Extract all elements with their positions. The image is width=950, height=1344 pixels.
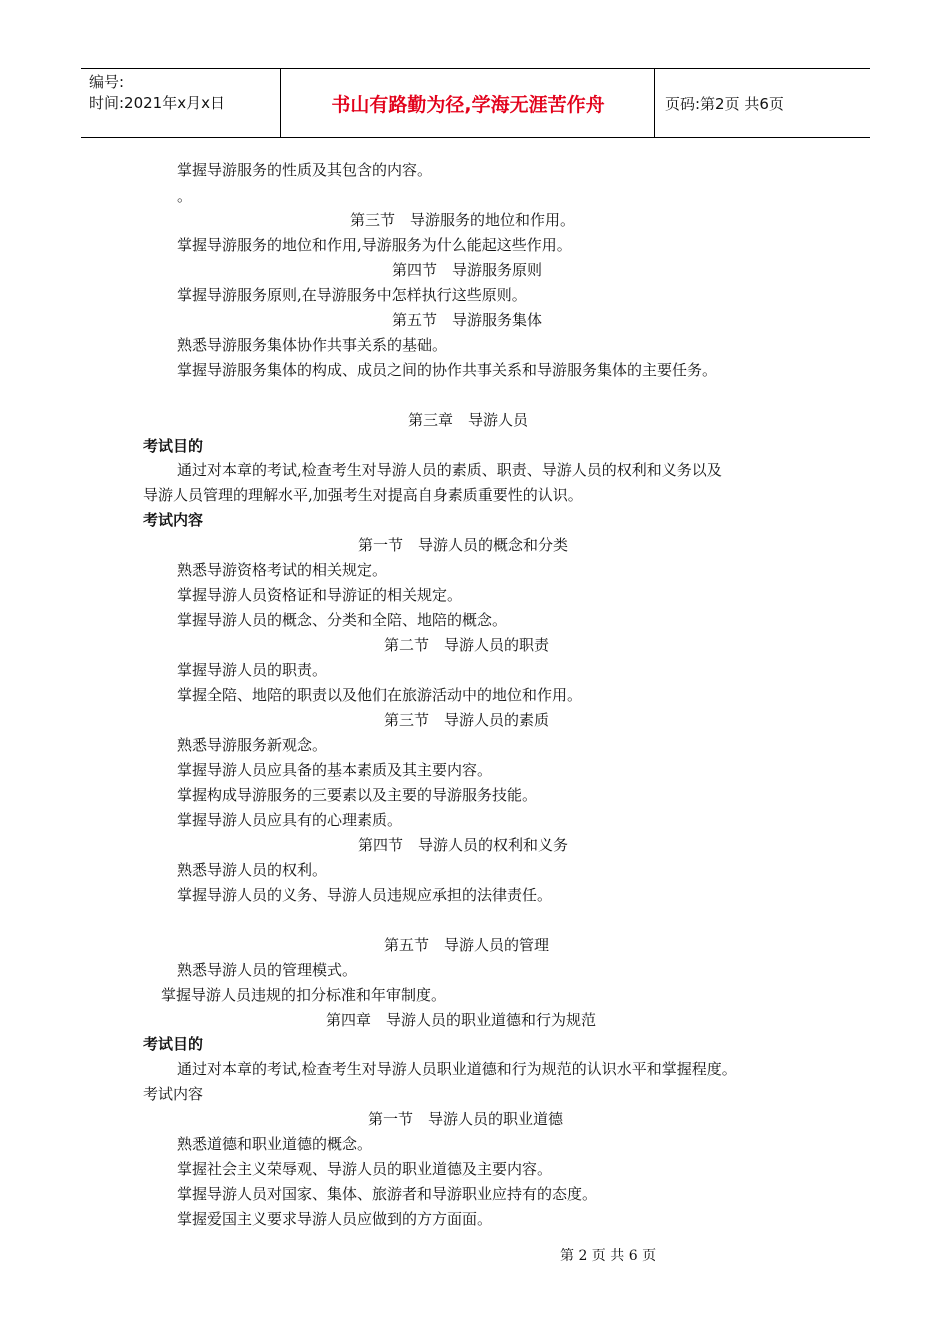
body-line: 熟悉道德和职业道德的概念。 bbox=[177, 1135, 373, 1153]
header-motto: 书山有路勤为径,学海无涯苦作舟 bbox=[282, 69, 655, 137]
header-page-info: 页码:第2页 共6页 bbox=[665, 94, 784, 113]
body-line: 熟悉导游人员的管理模式。 bbox=[177, 961, 358, 979]
body-line: 掌握导游人员的概念、分类和全陪、地陪的概念。 bbox=[177, 611, 508, 629]
body-line: 掌握导游人员对国家、集体、旅游者和导游职业应持有的态度。 bbox=[177, 1185, 598, 1203]
body-line: 。 bbox=[177, 187, 193, 205]
chapter-heading: 第三章 导游人员 bbox=[408, 411, 529, 429]
subheading-exam-purpose: 考试目的 bbox=[143, 437, 204, 455]
header-meta bbox=[81, 69, 281, 137]
body-line: 熟悉导游人员的权利。 bbox=[177, 861, 328, 879]
body-line: 掌握导游人员的义务、导游人员违规应承担的法律责任。 bbox=[177, 886, 553, 904]
body-line: 掌握构成导游服务的三要素以及主要的导游服务技能。 bbox=[177, 786, 538, 804]
body-line: 掌握全陪、地陪的职责以及他们在旅游活动中的地位和作用。 bbox=[177, 686, 583, 704]
body-line: 掌握导游服务的性质及其包含的内容。 bbox=[177, 161, 433, 179]
body-line: 掌握导游服务集体的构成、成员之间的协作共事关系和导游服务集体的主要任务。 bbox=[177, 361, 718, 379]
page-footer: 第 2 页 共 6 页 bbox=[560, 1248, 657, 1264]
subheading-exam-content: 考试内容 bbox=[143, 511, 204, 529]
section-heading: 第四节 导游服务原则 bbox=[392, 261, 543, 279]
body-line: 掌握导游人员违规的扣分标准和年审制度。 bbox=[161, 986, 447, 1004]
body-line: 熟悉导游资格考试的相关规定。 bbox=[177, 561, 388, 579]
page-header bbox=[81, 68, 870, 138]
body-line: 掌握导游服务原则,在导游服务中怎样执行这些原则。 bbox=[177, 286, 527, 304]
subheading-exam-purpose: 考试目的 bbox=[143, 1035, 204, 1053]
body-line: 通过对本章的考试,检查考生对导游人员的素质、职责、导游人员的权利和义务以及 bbox=[177, 461, 722, 479]
subheading-exam-content: 考试内容 bbox=[143, 1085, 204, 1103]
chapter-heading: 第四章 导游人员的职业道德和行为规范 bbox=[326, 1011, 597, 1029]
body-line: 掌握导游人员应具备的基本素质及其主要内容。 bbox=[177, 761, 493, 779]
section-heading: 第一节 导游人员的概念和分类 bbox=[358, 536, 569, 554]
body-line: 导游人员管理的理解水平,加强考生对提高自身素质重要性的认识。 bbox=[143, 486, 583, 504]
section-heading: 第一节 导游人员的职业道德 bbox=[368, 1110, 564, 1128]
section-heading: 第三节 导游人员的素质 bbox=[384, 711, 550, 729]
section-heading: 第二节 导游人员的职责 bbox=[384, 636, 550, 654]
body-line: 掌握导游服务的地位和作用,导游服务为什么能起这些作用。 bbox=[177, 236, 572, 254]
number-label: 编号: bbox=[89, 73, 125, 91]
section-heading: 第四节 导游人员的权利和义务 bbox=[358, 836, 569, 854]
section-heading: 第五节 导游人员的管理 bbox=[384, 936, 550, 954]
body-line: 熟悉导游服务集体协作共事关系的基础。 bbox=[177, 336, 448, 354]
body-line: 通过对本章的考试,检查考生对导游人员职业道德和行为规范的认识水平和掌握程度。 bbox=[177, 1060, 737, 1078]
time-label: 时间:2021年x月x日 bbox=[89, 94, 225, 112]
section-heading: 第五节 导游服务集体 bbox=[392, 311, 543, 329]
body-line: 熟悉导游服务新观念。 bbox=[177, 736, 328, 754]
body-line: 掌握导游人员的职责。 bbox=[177, 661, 328, 679]
body-line: 掌握导游人员资格证和导游证的相关规定。 bbox=[177, 586, 463, 604]
body-line: 掌握社会主义荣辱观、导游人员的职业道德及主要内容。 bbox=[177, 1160, 553, 1178]
body-line: 掌握导游人员应具有的心理素质。 bbox=[177, 811, 403, 829]
body-line: 掌握爱国主义要求导游人员应做到的方方面面。 bbox=[177, 1210, 493, 1228]
section-heading: 第三节 导游服务的地位和作用。 bbox=[350, 211, 576, 229]
